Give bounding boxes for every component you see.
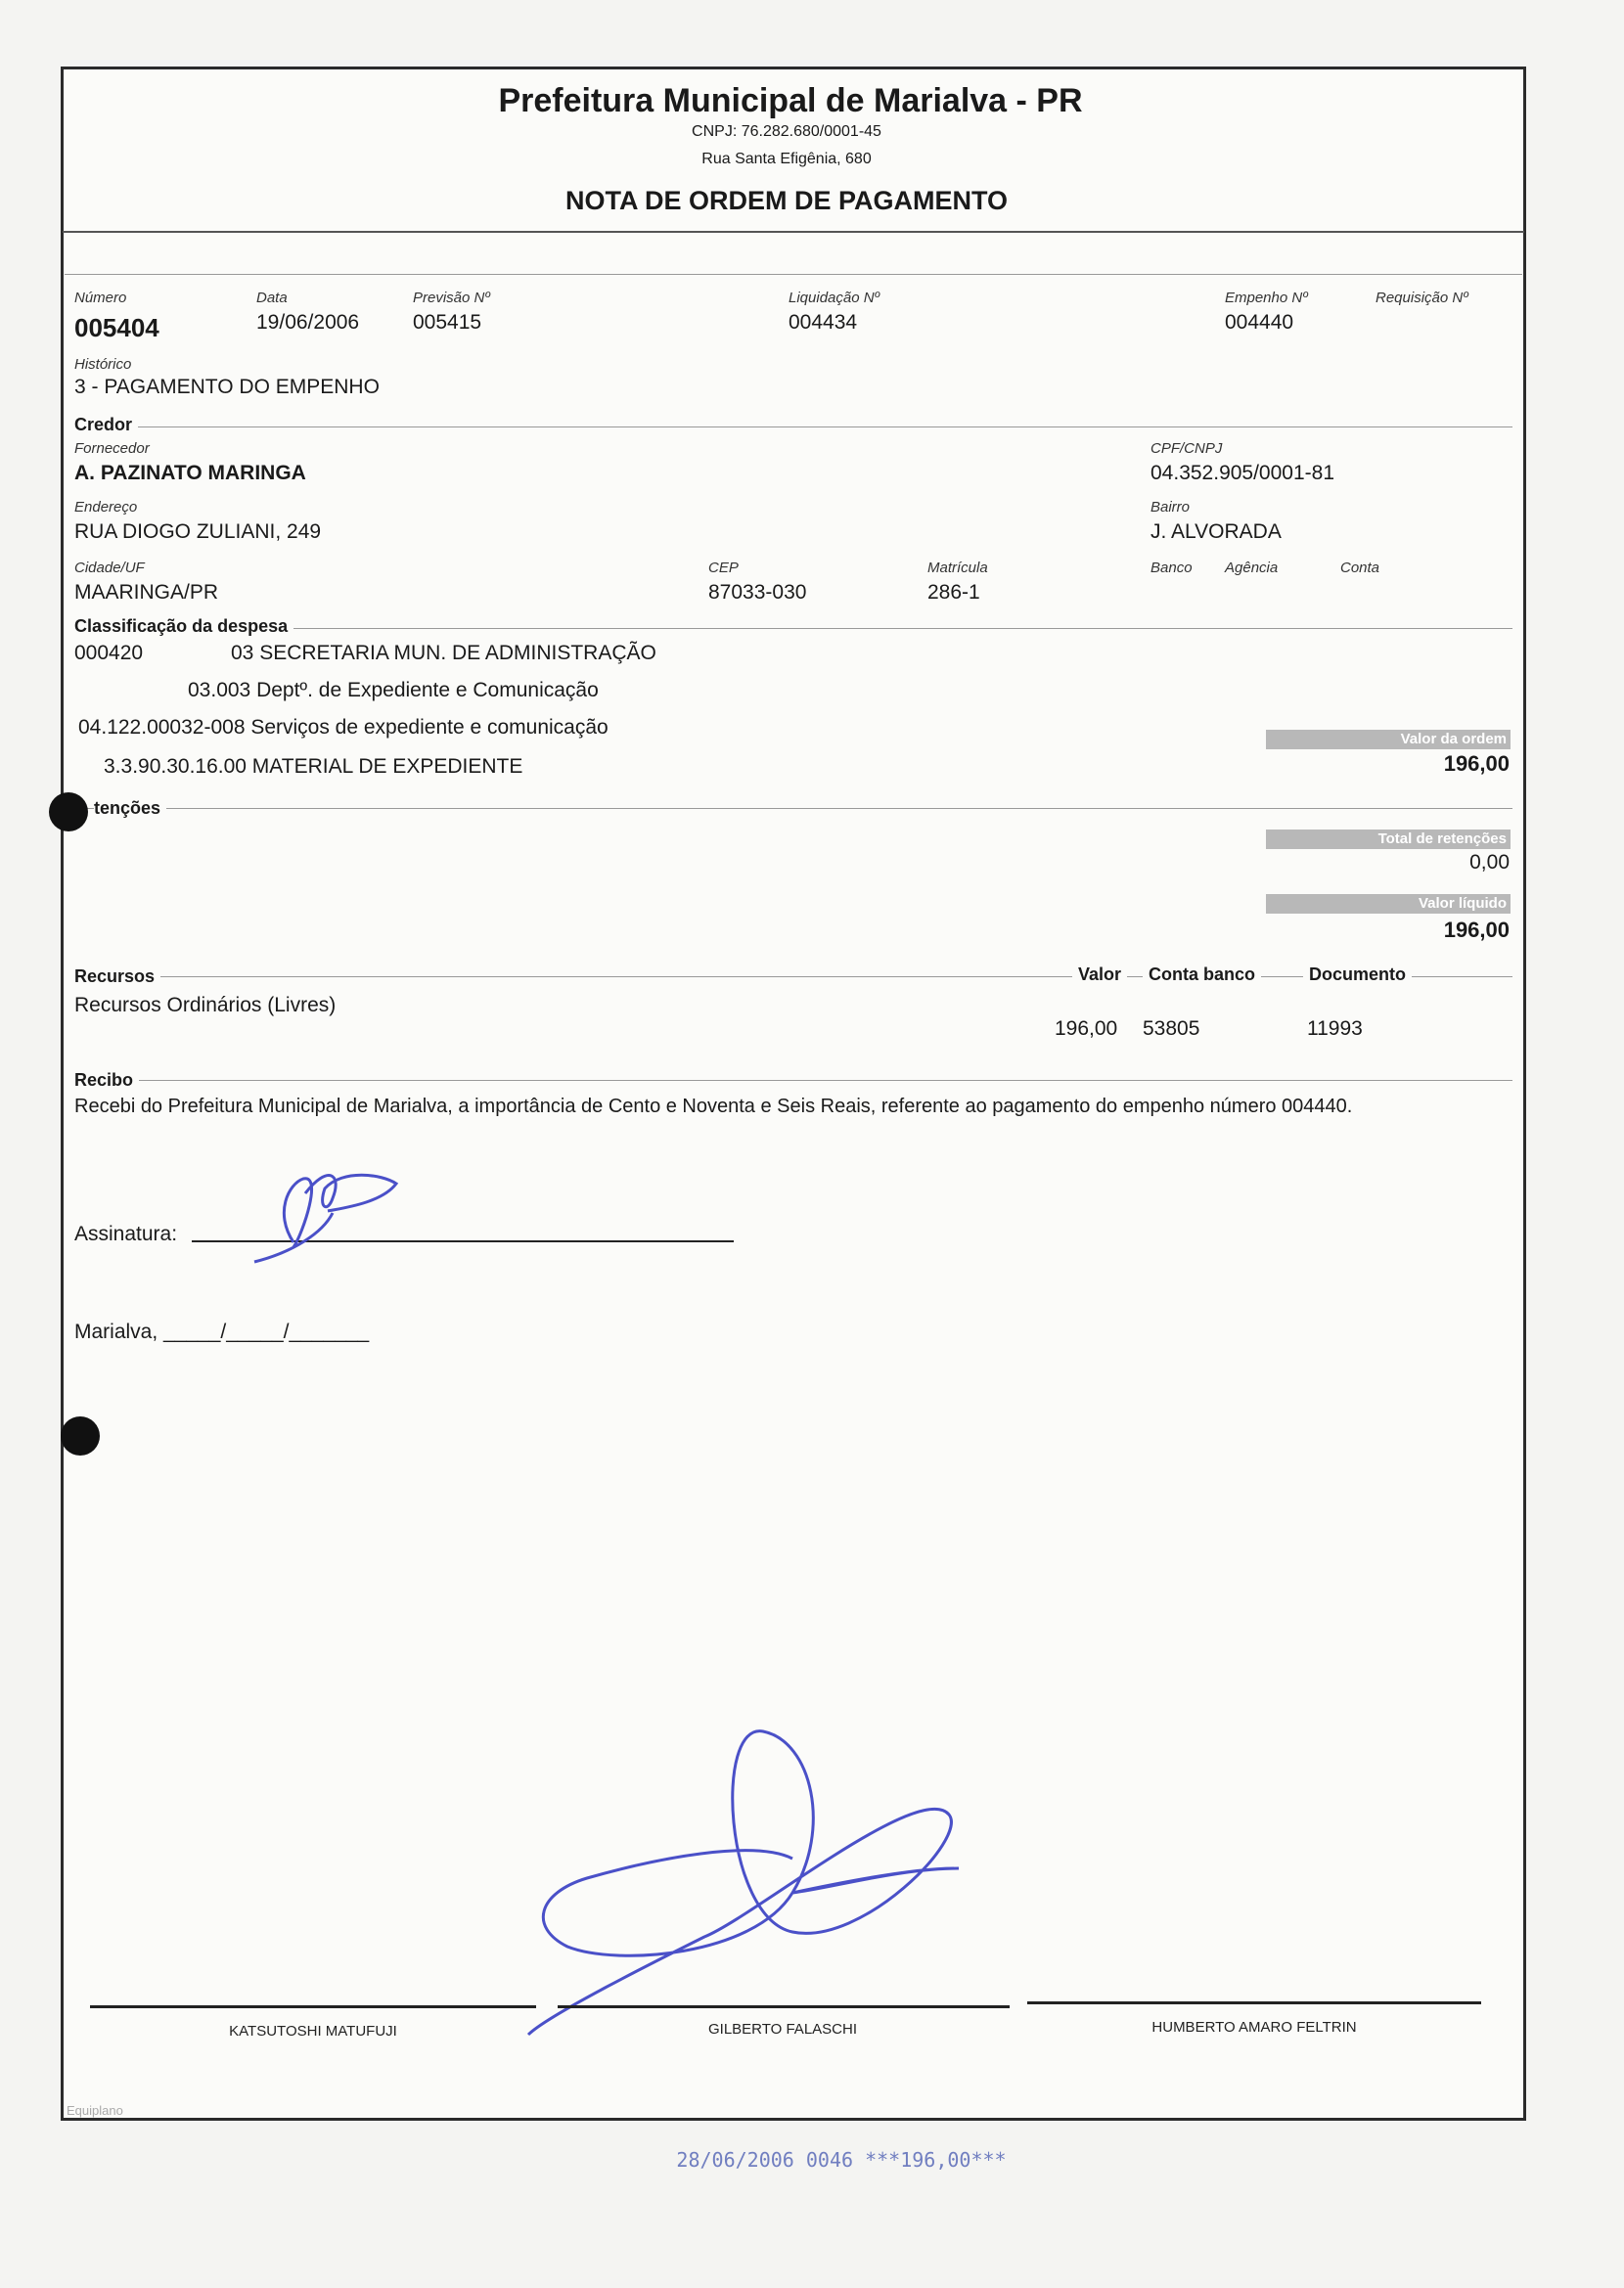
previsao-label: Previsão Nº [413, 290, 490, 306]
numero-value: 005404 [74, 313, 159, 342]
doc-title: NOTA DE ORDEM DE PAGAMENTO [564, 186, 1009, 215]
banco-label: Banco [1150, 560, 1193, 576]
previsao-value: 005415 [413, 311, 482, 334]
valor-liquido-label: Valor líquido [1266, 894, 1511, 914]
header-divider [63, 231, 1524, 233]
cep-value: 87033-030 [708, 581, 807, 604]
local-data-label: Marialva, _____/_____/_______ [74, 1321, 370, 1343]
numero-label: Número [74, 290, 127, 306]
cpf-label: CPF/CNPJ [1150, 440, 1223, 457]
recursos-valor: 196,00 [1055, 1017, 1118, 1040]
assinatura-label: Assinatura: [74, 1223, 178, 1245]
empenho-label: Empenho Nº [1225, 290, 1308, 306]
matricula-value: 286-1 [927, 581, 980, 604]
main-signature [509, 1722, 978, 2044]
address: Rua Santa Efigênia, 680 [701, 151, 872, 167]
org-name: Prefeitura Municipal de Marialva - PR [498, 82, 1083, 119]
cpf-value: 04.352.905/0001-81 [1150, 462, 1335, 484]
signature-line-2 [558, 2005, 1010, 2008]
recibo-signature [235, 1154, 411, 1272]
credor-section: Credor [74, 415, 138, 435]
recursos-documento-label: Documento [1303, 965, 1412, 985]
data-label: Data [256, 290, 288, 306]
signatory-1: KATSUTOSHI MATUFUJI [229, 2023, 397, 2040]
signatory-3: HUMBERTO AMARO FELTRIN [1151, 2019, 1357, 2036]
punch-hole-bottom [61, 1416, 100, 1456]
cnpj: CNPJ: 76.282.680/0001-45 [692, 123, 881, 140]
endereco-value: RUA DIOGO ZULIANI, 249 [74, 520, 322, 543]
historico-value: 3 - PAGAMENTO DO EMPENHO [74, 376, 380, 398]
fornecedor-value: A. PAZINATO MARINGA [74, 462, 306, 484]
requisicao-label: Requisição Nº [1376, 290, 1468, 306]
conta-label: Conta [1340, 560, 1380, 576]
recursos-section: Recursos [74, 966, 160, 987]
data-value: 19/06/2006 [256, 311, 360, 334]
recursos-conta: 53805 [1143, 1017, 1200, 1040]
bairro-label: Bairro [1150, 499, 1191, 516]
signature-line-1 [90, 2005, 536, 2008]
classificacao-code: 000420 [74, 642, 144, 664]
total-retencoes-value: 0,00 [1469, 851, 1510, 874]
recursos-divider [74, 976, 1512, 977]
signatory-2: GILBERTO FALASCHI [708, 2021, 857, 2038]
recibo-section: Recibo [74, 1070, 139, 1091]
cep-label: CEP [708, 560, 739, 576]
recibo-text: Recebi do Prefeitura Municipal de Marialva, a importância de Cento e Noventa e Seis Reais, referente ao pagamento do empenho número 004440. [74, 1096, 1353, 1117]
classificacao-line1: 03 SECRETARIA MUN. DE ADMINISTRAÇÃO [231, 642, 656, 664]
classificacao-section: Classificação da despesa [74, 616, 293, 637]
classificacao-line4: 3.3.90.30.16.00 MATERIAL DE EXPEDIENTE [104, 755, 523, 778]
bairro-value: J. ALVORADA [1150, 520, 1282, 543]
ids-divider [65, 274, 1522, 275]
classificacao-line3: 04.122.00032-008 Serviços de expediente e comunicação [78, 716, 609, 739]
liquidacao-value: 004434 [789, 311, 858, 334]
historico-label: Histórico [74, 356, 132, 373]
signature-line-3 [1027, 2001, 1481, 2004]
empenho-value: 004440 [1225, 311, 1294, 334]
bank-stamp: 28/06/2006 0046 ***196,00*** [676, 2148, 1007, 2172]
valor-liquido-value: 196,00 [1443, 918, 1510, 942]
agencia-label: Agência [1225, 560, 1279, 576]
valor-ordem-label: Valor da ordem [1266, 730, 1511, 749]
classificacao-line2: 03.003 Deptº. de Expediente e Comunicação [188, 679, 599, 701]
credor-divider [74, 426, 1512, 427]
punch-hole-top [49, 792, 88, 831]
retencoes-section: tenções [94, 798, 166, 819]
endereco-label: Endereço [74, 499, 138, 516]
recursos-documento: 11993 [1307, 1017, 1363, 1040]
recursos-conta-label: Conta banco [1143, 965, 1261, 985]
valor-ordem-value: 196,00 [1443, 751, 1510, 776]
total-retencoes-label: Total de retenções [1266, 830, 1511, 849]
recibo-divider [74, 1080, 1512, 1081]
cidade-value: MAARINGA/PR [74, 581, 219, 604]
fornecedor-label: Fornecedor [74, 440, 150, 457]
equiplano-watermark: Equiplano [67, 2103, 123, 2118]
cidade-label: Cidade/UF [74, 560, 145, 576]
retencoes-divider [74, 808, 1512, 809]
recursos-descricao: Recursos Ordinários (Livres) [74, 994, 337, 1016]
recursos-valor-label: Valor [1072, 965, 1127, 985]
liquidacao-label: Liquidação Nº [789, 290, 880, 306]
matricula-label: Matrícula [927, 560, 988, 576]
